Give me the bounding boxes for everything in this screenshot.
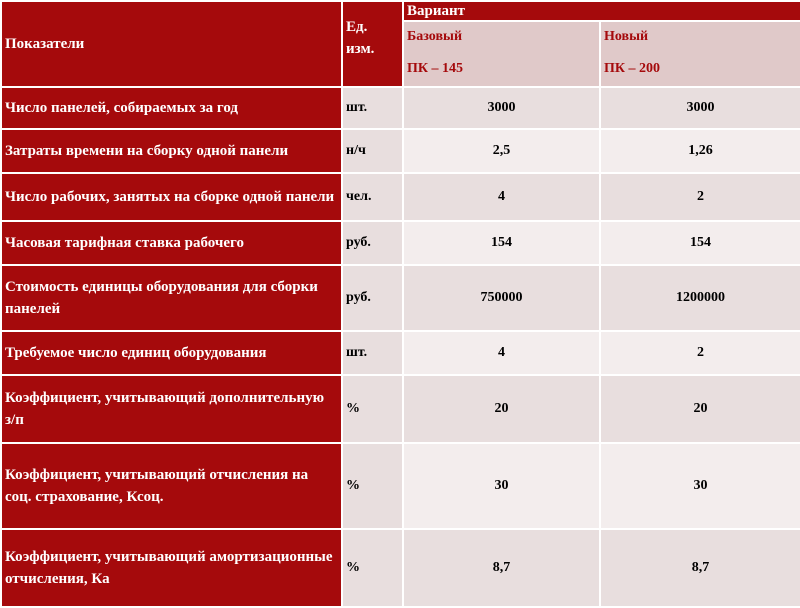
base-variant-name: Базовый — [407, 29, 463, 45]
row-label: Число рабочих, занятых на сборке одной панели — [1, 173, 342, 221]
header-new-variant — [600, 21, 800, 87]
row-label: Требуемое число единиц оборудования — [1, 331, 342, 375]
row-label: Коэффициент, учитывающий амортизационные отчисления, Ка — [1, 529, 342, 607]
row-new-value: 3000 — [600, 87, 800, 129]
row-base-value: 8,7 — [403, 529, 600, 607]
row-unit: % — [342, 529, 403, 607]
row-base-value: 2,5 — [403, 129, 600, 173]
row-label: Коэффициент, учитывающий дополнительную з/п — [1, 375, 342, 443]
row-new-value: 1200000 — [600, 265, 800, 331]
row-new-value: 154 — [600, 221, 800, 265]
row-unit: % — [342, 443, 403, 529]
new-variant-code: ПК – 200 — [604, 61, 661, 77]
table-row — [1, 443, 800, 529]
new-variant-name: Новый — [604, 29, 649, 45]
row-label: Коэффициент, учитывающий отчисления на соц. страхование, Ксоц. — [1, 443, 342, 529]
row-label: Стоимость единицы оборудования для сборки панелей — [1, 265, 342, 331]
header-variant: Вариант — [403, 1, 800, 21]
row-base-value: 4 — [403, 331, 600, 375]
table-row — [1, 265, 800, 331]
table-row — [1, 129, 800, 173]
row-unit: н/ч — [342, 129, 403, 173]
row-new-value: 20 — [600, 375, 800, 443]
row-new-value: 30 — [600, 443, 800, 529]
row-unit: % — [342, 375, 403, 443]
row-base-value: 750000 — [403, 265, 600, 331]
row-unit: шт. — [342, 331, 403, 375]
row-base-value: 3000 — [403, 87, 600, 129]
base-variant-code: ПК – 145 — [407, 61, 464, 77]
row-unit: чел. — [342, 173, 403, 221]
row-label: Затраты времени на сборку одной панели — [1, 129, 342, 173]
table-row — [1, 331, 800, 375]
row-label: Число панелей, собираемых за год — [1, 87, 342, 129]
row-label: Часовая тарифная ставка рабочего — [1, 221, 342, 265]
row-unit: руб. — [342, 265, 403, 331]
row-new-value: 1,26 — [600, 129, 800, 173]
row-base-value: 154 — [403, 221, 600, 265]
table-row — [1, 87, 800, 129]
header-indicator: Показатели — [1, 1, 342, 87]
table-row — [1, 375, 800, 443]
row-base-value: 4 — [403, 173, 600, 221]
header-unit: Ед. изм. — [342, 1, 403, 87]
table-row — [1, 173, 800, 221]
row-new-value: 2 — [600, 331, 800, 375]
table-row — [1, 529, 800, 607]
row-unit: руб. — [342, 221, 403, 265]
row-new-value: 2 — [600, 173, 800, 221]
header-base-variant — [403, 21, 600, 87]
row-new-value: 8,7 — [600, 529, 800, 607]
row-unit: шт. — [342, 87, 403, 129]
table-row — [1, 221, 800, 265]
row-base-value: 30 — [403, 443, 600, 529]
row-base-value: 20 — [403, 375, 600, 443]
